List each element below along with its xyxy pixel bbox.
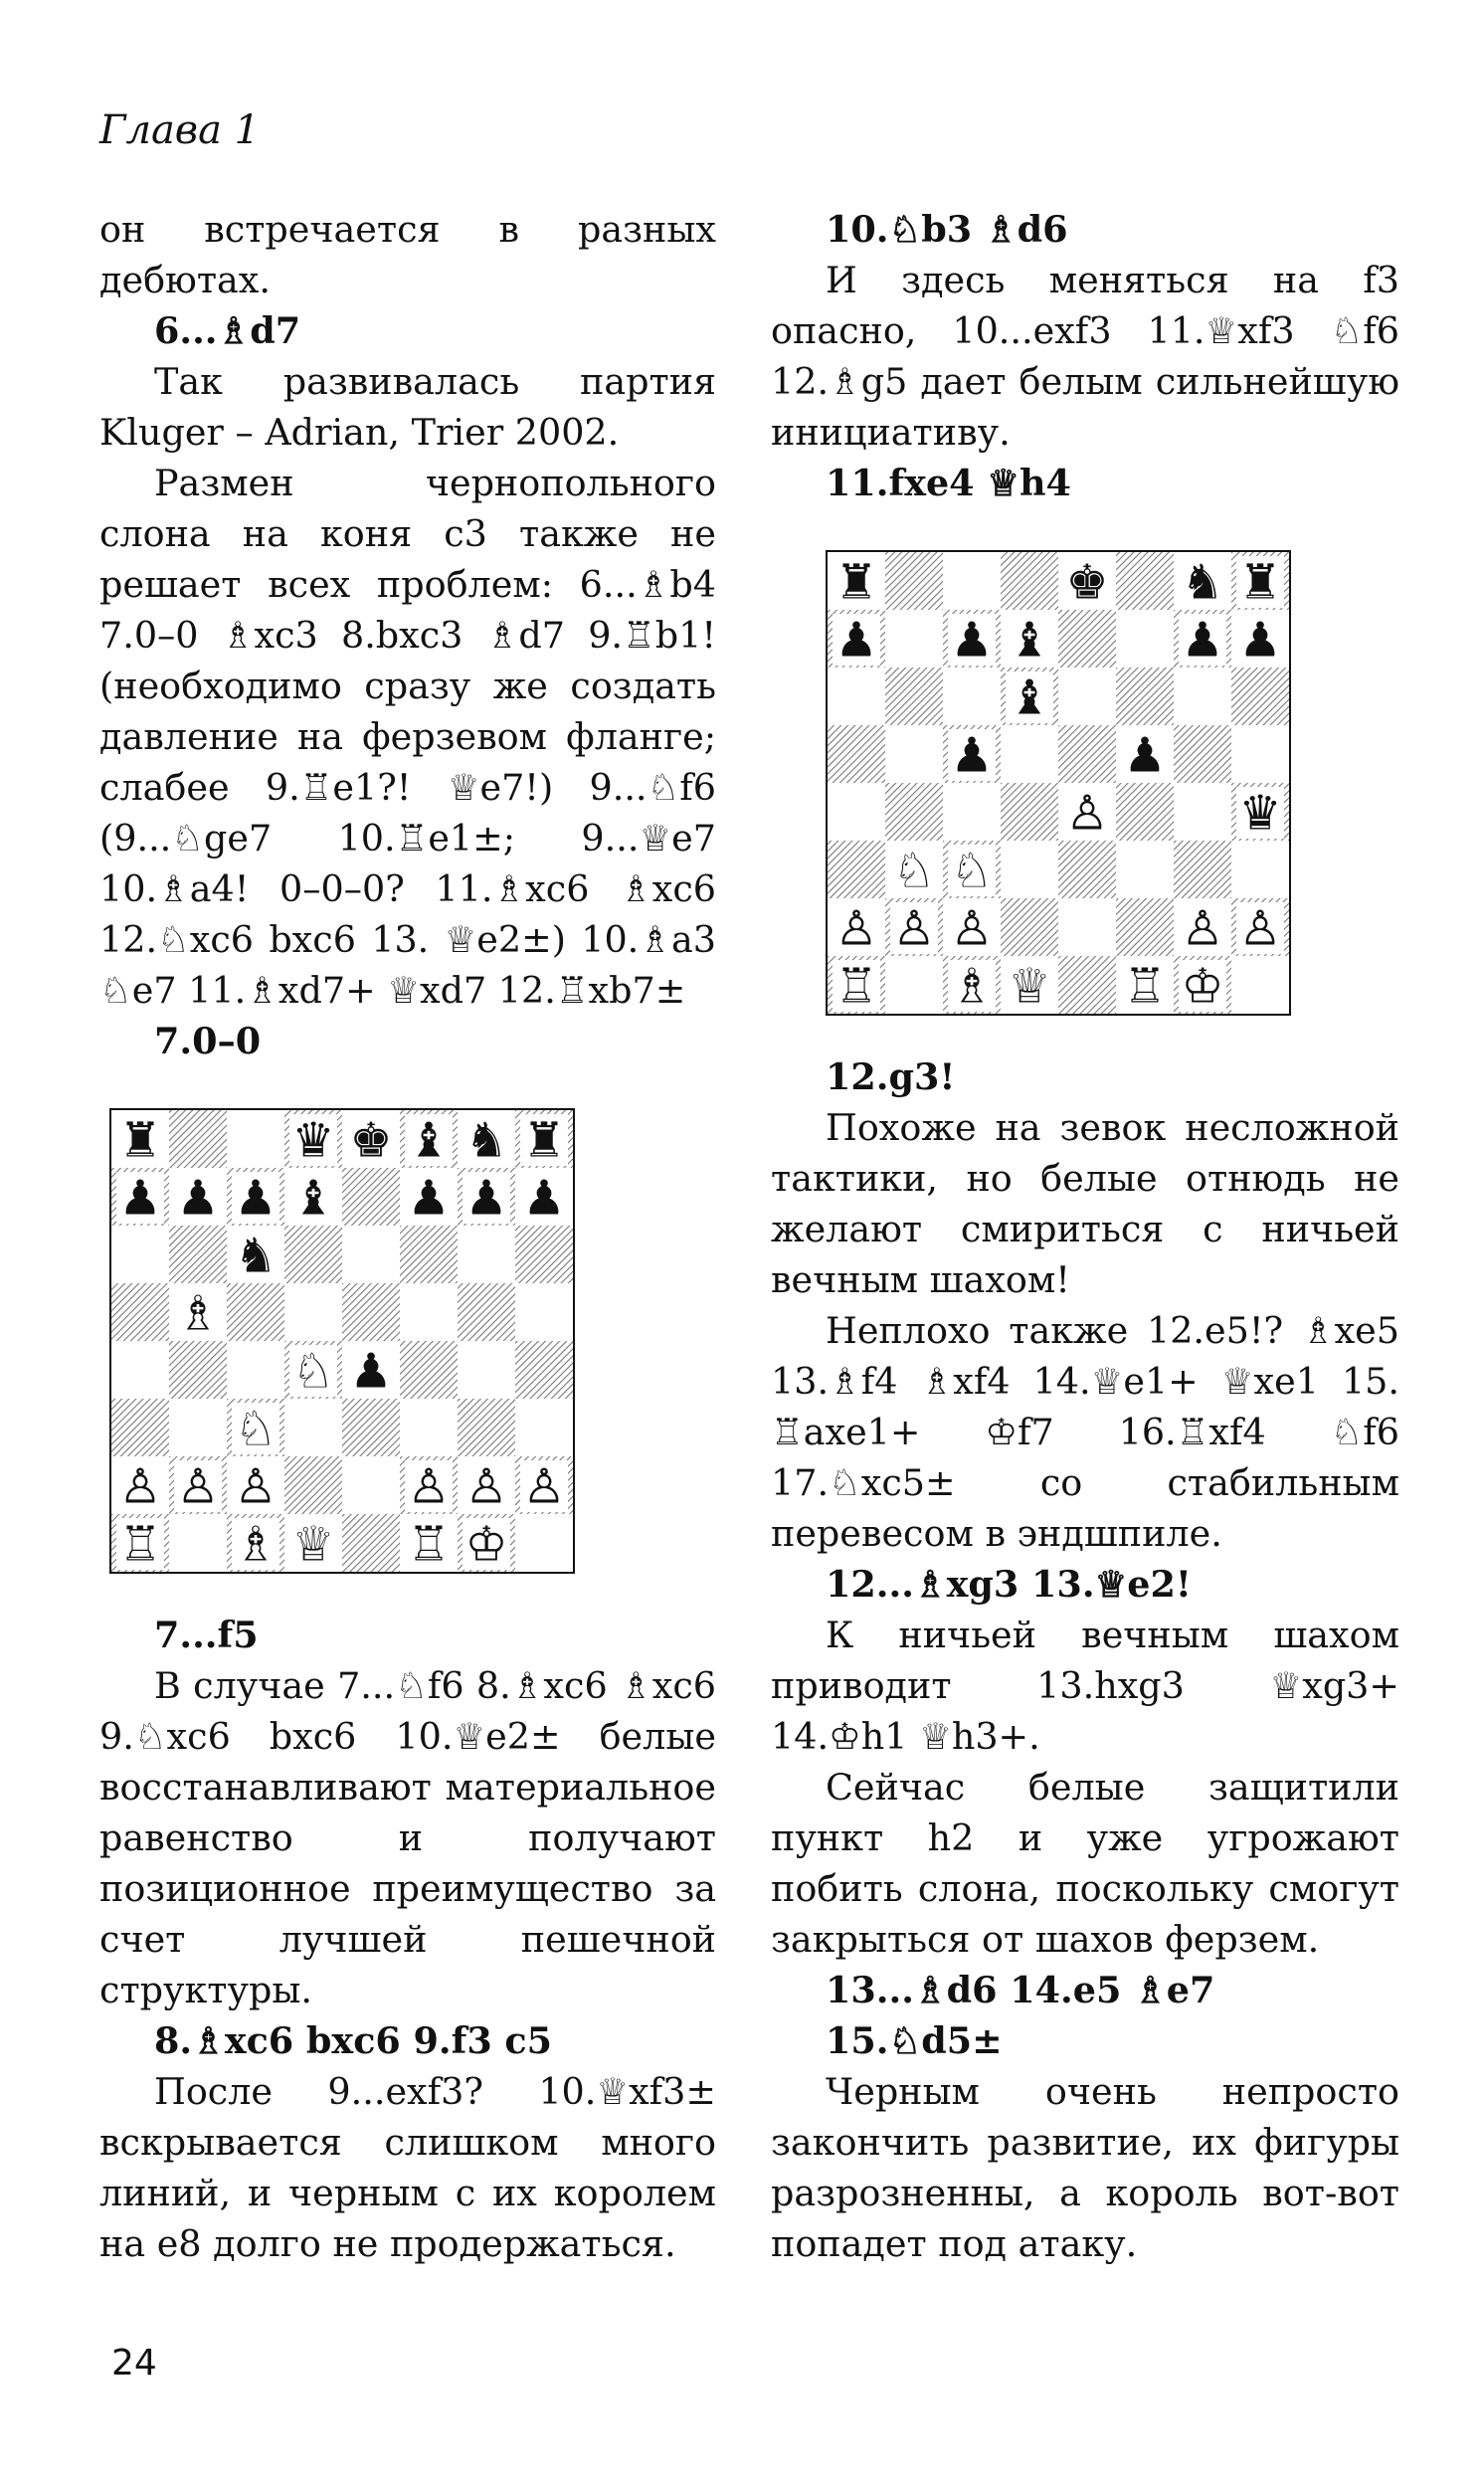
- black-knight-piece: ♞: [1181, 554, 1224, 611]
- dark-square: [1174, 725, 1231, 783]
- move-heading: 10.♘b3 ♗d6: [826, 208, 1068, 251]
- dark-square: [227, 1283, 284, 1341]
- paragraph: После 9...exf3? 10.♕xf3± вскрывается слишком много линий, и черным с их королем на e8 долго не продержаться.: [99, 2070, 716, 2265]
- left-column: [99, 204, 716, 2269]
- dark-square: [111, 1399, 169, 1456]
- black-pawn-piece: ♟: [1123, 727, 1167, 784]
- black-rook-piece: ♜: [522, 1112, 566, 1169]
- white-rook-piece: ♖: [407, 1516, 451, 1573]
- dark-square: [1116, 783, 1174, 841]
- white-pawn-piece: ♙: [407, 1458, 451, 1515]
- paragraph: он встречается в разных дебютах.: [99, 208, 716, 301]
- dark-square: [284, 1456, 342, 1514]
- chess-board: [826, 550, 1291, 1016]
- dark-square: [284, 1226, 342, 1283]
- move-heading: 8.♗xc6 bxc6 9.f3 c5: [154, 2019, 553, 2062]
- white-pawn-piece: ♙: [522, 1458, 566, 1515]
- white-knight-piece: ♘: [892, 843, 936, 899]
- paragraph: К ничьей вечным шахом приводит 13.hxg3 ♕xg3+ 14.♔h1 ♕h3+.: [771, 1614, 1399, 1758]
- white-bishop-piece: ♗: [176, 1285, 220, 1342]
- dark-square: [1116, 667, 1174, 725]
- paragraph: Так развивалась партия Kluger – Adrian, Trier 2002.: [99, 360, 716, 454]
- white-bishop-piece: ♗: [234, 1516, 278, 1573]
- dark-square: [342, 1399, 400, 1456]
- dark-square: [885, 552, 943, 610]
- white-king-piece: ♔: [1181, 958, 1224, 1015]
- white-pawn-piece: ♙: [464, 1458, 508, 1515]
- white-pawn-piece: ♙: [118, 1458, 162, 1515]
- black-pawn-piece: ♟: [349, 1343, 393, 1400]
- dark-square: [400, 1341, 458, 1399]
- dark-square: [1001, 783, 1058, 841]
- black-queen-piece: ♛: [291, 1112, 335, 1169]
- paragraph: Размен чернопольного слона на коня c3 также не решает всех проблем: 6...♗b4 7.0–0 ♗xc3 8.bxc3 ♗d7 9.♖b1! (необходимо сразу же создать давление на ферзевом фланге; слабее 9.♖e1?! ♕e7!) 9...♘f6 (9...♘ge7 10.♖e1±; 9...♕e7 10.♗a4! 0–0–0? 11.♗xc6 ♗xc6 12.♘xc6 bxc6 13. ♕e2±) 10.♗a3 ♘e7 11.♗xd7+ ♕xd7 12.♖xb7±: [99, 462, 716, 1012]
- black-pawn-piece: ♟: [234, 1170, 278, 1227]
- right-column: [771, 204, 1399, 2269]
- black-king-piece: ♚: [349, 1112, 393, 1169]
- black-bishop-piece: ♝: [1008, 669, 1051, 726]
- black-pawn-piece: ♟: [464, 1170, 508, 1227]
- white-pawn-piece: ♙: [1238, 900, 1282, 957]
- dark-square: [1058, 841, 1116, 898]
- black-pawn-piece: ♟: [176, 1170, 220, 1227]
- white-pawn-piece: ♙: [234, 1458, 278, 1515]
- chess-board: [109, 1108, 575, 1574]
- white-king-piece: ♔: [464, 1516, 508, 1573]
- paragraph: Неплохо также 12.e5!? ♗xe5 13.♗f4 ♗xf4 14.♕e1+ ♕xe1 15. ♖axe1+ ♔f7 16.♖xf4 ♘f6 17.♘xc5± со стабильным перевесом в эндшпиле.: [771, 1309, 1399, 1555]
- white-pawn-piece: ♙: [176, 1458, 220, 1515]
- black-knight-piece: ♞: [464, 1112, 508, 1169]
- white-pawn-piece: ♙: [892, 900, 936, 957]
- white-queen-piece: ♕: [1008, 958, 1051, 1015]
- dark-square: [342, 1168, 400, 1226]
- move-heading: 13...♗d6 14.e5 ♗e7 15.♘d5±: [826, 1969, 1215, 2062]
- black-bishop-piece: ♝: [291, 1170, 335, 1227]
- black-knight-piece: ♞: [234, 1228, 278, 1284]
- white-pawn-piece: ♙: [835, 900, 878, 957]
- black-rook-piece: ♜: [1238, 554, 1282, 611]
- paragraph: В случае 7...♘f6 8.♗xc6 ♗xc6 9.♘xc6 bxc6 10.♕e2± белые восстанавливают материальное равенство и получают позиционное преимущество за счет лучшей пешечной структуры.: [99, 1664, 716, 2011]
- white-knight-piece: ♘: [291, 1343, 335, 1400]
- move-heading: 7...f5: [154, 1614, 259, 1656]
- dark-square: [169, 1110, 227, 1168]
- dark-square: [169, 1341, 227, 1399]
- paragraph: Сейчас белые защитили пункт h2 и уже угрожают побить слона, поскольку смогут закрыться от шахов ферзем.: [771, 1766, 1399, 1961]
- move-heading: 12...♗xg3 13.♕e2!: [826, 1563, 1192, 1606]
- page-number: 24: [111, 2343, 157, 2383]
- chapter-header: Глава 1: [99, 107, 261, 153]
- black-pawn-piece: ♟: [1238, 612, 1282, 668]
- black-queen-piece: ♛: [1238, 785, 1282, 842]
- dark-square: [515, 1226, 573, 1283]
- black-pawn-piece: ♟: [950, 612, 994, 668]
- move-heading: 11.fxe4 ♕h4: [826, 462, 1071, 504]
- dark-square: [1001, 898, 1058, 956]
- dark-square: [111, 1283, 169, 1341]
- black-bishop-piece: ♝: [1008, 612, 1051, 668]
- dark-square: [885, 783, 943, 841]
- black-rook-piece: ♜: [118, 1112, 162, 1169]
- paragraph: Черным очень непросто закончить развитие, их фигуры разрозненны, а король вот-вот попадет под атаку.: [771, 2070, 1399, 2265]
- black-pawn-piece: ♟: [950, 727, 994, 784]
- dark-square: [828, 725, 885, 783]
- dark-square: [400, 1226, 458, 1283]
- white-bishop-piece: ♗: [950, 958, 994, 1015]
- paragraph: И здесь меняться на f3 опасно, 10...exf3 11.♕xf3 ♘f6 12.♗g5 дает белым сильнейшую инициативу.: [771, 259, 1399, 454]
- white-rook-piece: ♖: [835, 958, 878, 1015]
- white-knight-piece: ♘: [234, 1401, 278, 1457]
- move-heading: 7.0–0: [154, 1020, 262, 1062]
- white-pawn-piece: ♙: [950, 900, 994, 957]
- dark-square: [1231, 667, 1289, 725]
- black-pawn-piece: ♟: [835, 612, 878, 668]
- black-bishop-piece: ♝: [407, 1112, 451, 1169]
- dark-square: [1174, 841, 1231, 898]
- dark-square: [1058, 725, 1116, 783]
- black-pawn-piece: ♟: [407, 1170, 451, 1227]
- white-knight-piece: ♘: [950, 843, 994, 899]
- dark-square: [458, 1399, 515, 1456]
- black-king-piece: ♚: [1065, 554, 1109, 611]
- white-rook-piece: ♖: [118, 1516, 162, 1573]
- black-pawn-piece: ♟: [118, 1170, 162, 1227]
- dark-square: [1001, 552, 1058, 610]
- white-pawn-piece: ♙: [1181, 900, 1224, 957]
- move-heading: 6...♗d7: [154, 309, 301, 352]
- dark-square: [342, 1514, 400, 1572]
- dark-square: [828, 841, 885, 898]
- black-pawn-piece: ♟: [522, 1170, 566, 1227]
- dark-square: [1058, 956, 1116, 1014]
- chess-diagram: [109, 1108, 716, 1574]
- chess-diagram: [826, 550, 1399, 1016]
- black-rook-piece: ♜: [835, 554, 878, 611]
- dark-square: [515, 1341, 573, 1399]
- dark-square: [1058, 610, 1116, 667]
- dark-square: [342, 1283, 400, 1341]
- dark-square: [169, 1226, 227, 1283]
- white-rook-piece: ♖: [1123, 958, 1167, 1015]
- paragraph: Похоже на зевок несложной тактики, но белые отнюдь не желают смириться с ничьей вечным шахом!: [771, 1106, 1399, 1301]
- dark-square: [1116, 898, 1174, 956]
- dark-square: [458, 1283, 515, 1341]
- dark-square: [885, 667, 943, 725]
- move-heading: 12.g3!: [826, 1055, 956, 1098]
- black-pawn-piece: ♟: [1181, 612, 1224, 668]
- dark-square: [1116, 552, 1174, 610]
- white-pawn-piece: ♙: [1065, 785, 1109, 842]
- white-queen-piece: ♕: [291, 1516, 335, 1573]
